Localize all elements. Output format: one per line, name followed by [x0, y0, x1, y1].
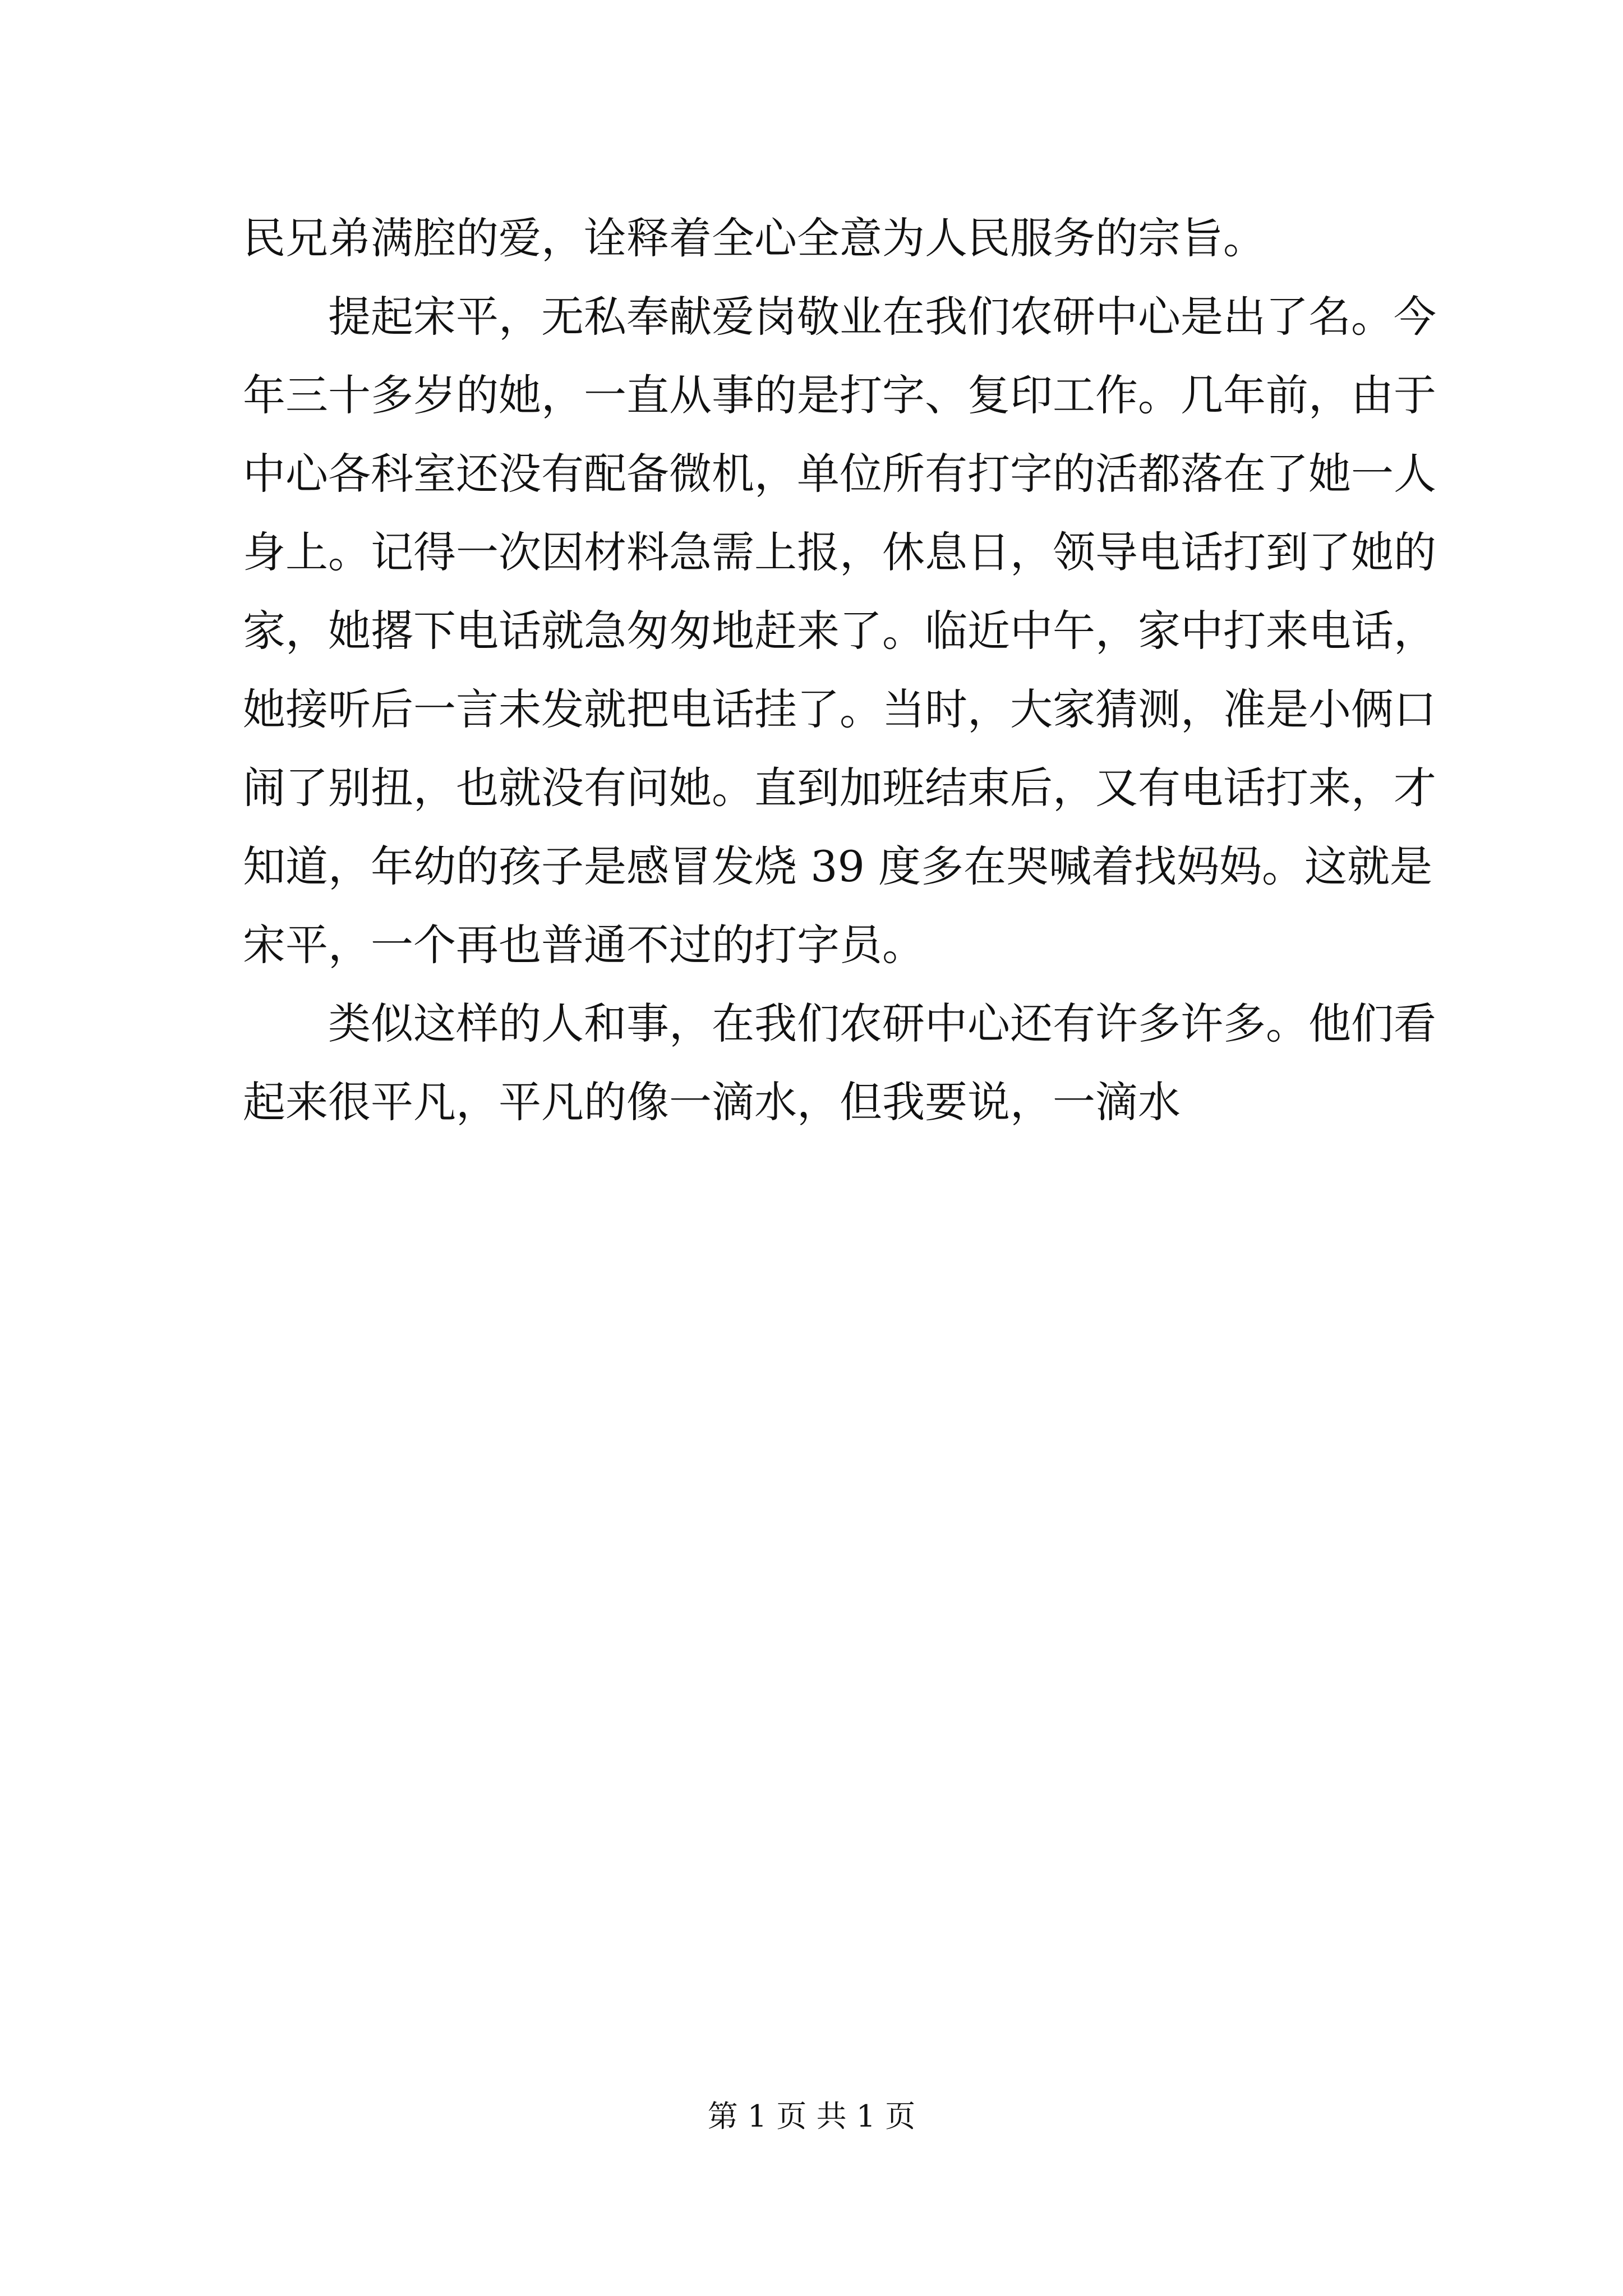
text-line-12: 起来很平凡，平凡的像一滴水，但我要说，一滴水: [243, 1077, 1181, 1127]
text-line-7: 她接听后一言未发就把电话挂了。当时，大家猜测，准是小俩口: [243, 684, 1436, 734]
text-line-4: 中心各科室还没有配备微机，单位所有打字的活都落在了她一人: [243, 449, 1436, 499]
text-line-5: 身上。记得一次因材料急需上报，休息日，领导电话打到了她的: [243, 527, 1436, 577]
text-line-3: 年三十多岁的她，一直从事的是打字、复印工作。几年前，由于: [243, 370, 1436, 420]
text-line-10: 宋平，一个再也普通不过的打字员。: [243, 920, 925, 970]
text-line-11: 类似这样的人和事，在我们农研中心还有许多许多。他们看: [328, 999, 1436, 1048]
document-body: [243, 199, 1436, 1142]
text-line-9: 知道，年幼的孩子是感冒发烧 39 度多在哭喊着找妈妈。这就是: [243, 841, 1433, 891]
text-line-2: 提起宋平，无私奉献爱岗敬业在我们农研中心是出了名。今: [328, 292, 1436, 342]
text-line-1: 民兄弟满腔的爱，诠释着全心全意为人民服务的宗旨。: [243, 213, 1266, 263]
text-line-8: 闹了别扭，也就没有问她。直到加班结束后，又有电话打来，才: [243, 763, 1436, 813]
page-footer: 第 1 页 共 1 页: [707, 2099, 916, 2134]
text-line-6: 家，她撂下电话就急匆匆地赶来了。临近中午，家中打来电话，: [243, 606, 1436, 656]
